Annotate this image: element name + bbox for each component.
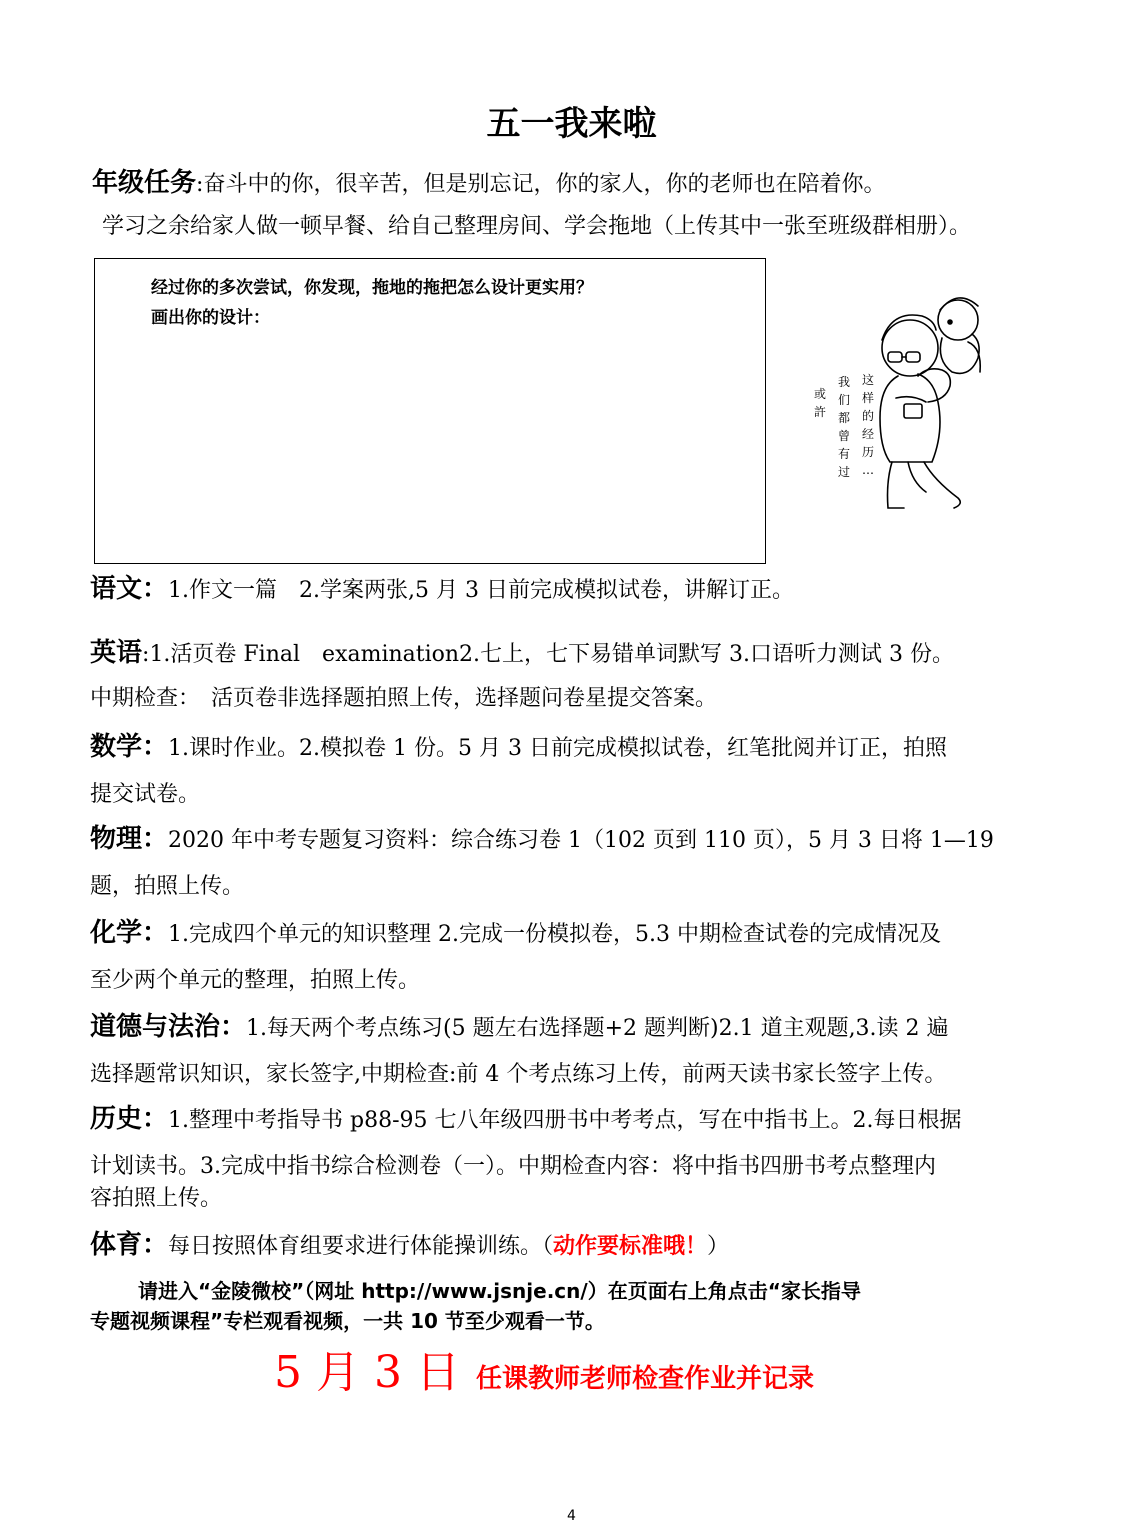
subject-text-2: 计划读书。3.完成中指书综合检测卷（一）。中期检查内容：将中指书四册书考点整理内: [90, 1154, 936, 1179]
subject-text-2: 中期检查： 活页卷非选择题拍照上传，选择题问卷星提交答案。: [90, 686, 718, 711]
design-drawing-box[interactable]: [94, 258, 766, 564]
design-question: 经过你的多次尝试，你发现，拖地的拖把怎么设计更实用？: [151, 278, 593, 298]
subject-text: 每日按照体育组要求进行体能操训练。（: [168, 1234, 554, 1259]
grade-task-line-2: 学习之余给家人做一顿早餐、给自己整理房间、学会拖地（上传其中一张至班级群相册）。: [102, 214, 972, 239]
page-title: 五一我来啦: [486, 104, 657, 144]
subject-text-2: 至少两个单元的整理，拍照上传。: [90, 968, 421, 993]
subject-label-history: 历史：: [90, 1104, 169, 1134]
pe-highlight: 动作要标准哦！: [553, 1234, 708, 1259]
subject-chinese: [90, 570, 1020, 610]
subject-math: [90, 728, 1020, 814]
subject-label-math: 数学：: [90, 732, 169, 762]
subject-label-chemistry: 化学：: [90, 918, 169, 948]
subject-label-physics: 物理：: [90, 824, 169, 854]
subject-colon: :: [142, 642, 150, 667]
illustration-caption-1: 或許: [814, 387, 827, 419]
subject-morality-law: [90, 1008, 1020, 1094]
subject-text: 1.作文一篇 2.学案两张,5 月 3 日前完成模拟试卷，讲解订正。: [168, 578, 794, 603]
design-instruction: 画出你的设计：: [151, 308, 270, 328]
subject-text-2: 提交试卷。: [90, 782, 201, 807]
notice-line-2: 专题视频课程”专栏观看视频，一共 10 节至少观看一节。: [90, 1309, 605, 1333]
subject-text: 1.完成四个单元的知识整理 2.完成一份模拟卷，5.3 中期检查试卷的完成情况及: [168, 922, 941, 947]
grade-task-line: [92, 168, 885, 200]
father-carrying-child-icon: [800, 280, 1010, 525]
subject-physics: [90, 820, 1020, 906]
grade-task-colon: :: [196, 172, 204, 197]
subject-text-tail: ）: [707, 1234, 730, 1259]
subject-text: 1.每天两个考点练习(5 题左右选择题+2 题判断)2.1 道主观题,3.读 2 遍: [246, 1016, 949, 1041]
subject-chemistry: [90, 914, 1020, 1000]
illustration-caption-2: 我们都曾有过: [838, 375, 851, 479]
page-number: 4: [567, 1508, 576, 1524]
subject-label-pe: 体育：: [90, 1230, 169, 1260]
grade-task-text: 奋斗中的你，很辛苦，但是别忘记，你的家人，你的老师也在陪着你。: [203, 172, 886, 197]
subject-history: [90, 1100, 1020, 1218]
subject-text: 1.活页卷 Final examination2.七上，七下易错单词默写 3.口语听力测试 3 份。: [149, 642, 955, 667]
subject-label-chinese: 语文：: [90, 574, 169, 604]
subject-label-english: 英语: [90, 638, 143, 668]
deadline-text: 任课教师老师检查作业并记录: [475, 1364, 814, 1394]
deadline-line: [274, 1348, 814, 1406]
notice-line-1: 请进入“金陵微校”（网址 http://www.jsnje.cn/）在页面右上角点击“家长指导: [138, 1279, 861, 1303]
subject-label-morality-law: 道德与法治：: [90, 1012, 247, 1042]
subject-text-2: 选择题常识知识，家长签字,中期检查:前 4 个考点练习上传，前两天读书家长签字上传。: [90, 1062, 947, 1087]
subject-text-3: 容拍照上传。: [90, 1186, 223, 1211]
subject-text-2: 题，拍照上传。: [90, 874, 245, 899]
illustration-caption-3: 这样的经历…: [862, 373, 875, 477]
subject-text: 1.课时作业。2.模拟卷 1 份。5 月 3 日前完成模拟试卷，红笔批阅并订正，拍照: [168, 736, 947, 761]
subject-text: 1.整理中考指导书 p88-95 七八年级四册书中考考点，写在中指书上。2.每日根据: [168, 1108, 962, 1133]
subject-english: [90, 634, 1020, 718]
subject-pe: [90, 1226, 1020, 1266]
illustration: [800, 280, 1010, 525]
deadline-date: 5 月 3 日: [274, 1347, 460, 1398]
grade-task-label: 年级任务: [92, 168, 197, 198]
subject-text: 2020 年中考专题复习资料：综合练习卷 1（102 页到 110 页），5 月 3 日将 1—19: [168, 828, 994, 853]
